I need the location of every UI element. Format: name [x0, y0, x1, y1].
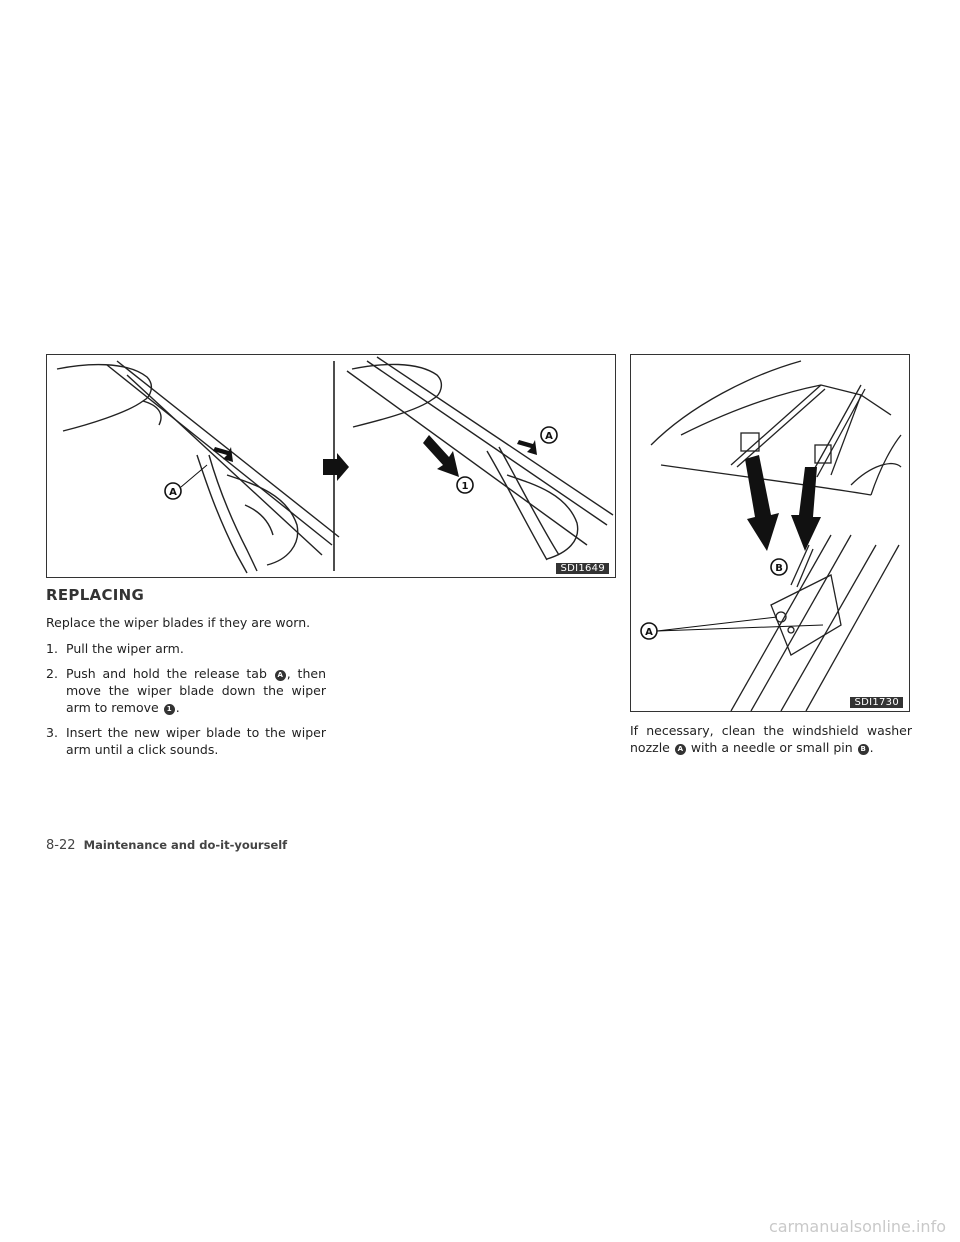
step-text: .: [175, 700, 180, 715]
svg-text:A: A: [169, 487, 177, 498]
step-number: 2.: [46, 666, 58, 681]
svg-text:1: 1: [461, 481, 469, 492]
step-number: 3.: [46, 725, 58, 740]
callout-a-inline: A: [675, 744, 686, 755]
intro-paragraph: Replace the wiper blades if they are worn.: [46, 615, 311, 630]
callout-1-inline: 1: [164, 704, 175, 715]
callout-a-left: [165, 465, 207, 499]
svg-text:B: B: [775, 563, 783, 574]
chapter-title: Maintenance and do-it-yourself: [83, 838, 288, 852]
section-heading: REPLACING: [46, 586, 145, 604]
figure-washer-nozzle: [630, 354, 910, 712]
step-text: , then move the wiper blade down the wiper arm to remove: [66, 666, 326, 715]
figure-wiper-replace: [46, 354, 616, 578]
washer-nozzle-illustration: [631, 355, 909, 711]
step-item: [46, 724, 326, 758]
callout-a-nozzle: [641, 623, 657, 639]
page-number: 8-22: [46, 838, 76, 853]
step-number: 1.: [46, 641, 58, 656]
svg-text:A: A: [645, 627, 653, 638]
page-footer: [46, 838, 287, 853]
note-text: with a needle or small pin: [690, 740, 853, 755]
nozzle-note: [630, 722, 912, 756]
callout-a-right: [541, 427, 557, 443]
figure-code: SDI1649: [556, 563, 609, 574]
note-text: .: [869, 740, 874, 755]
callout-1: [457, 477, 473, 493]
wiper-replace-illustration: [47, 355, 615, 577]
note-text: If necessary, clean the windshield washer nozzle: [630, 723, 912, 755]
callout-b: [771, 559, 787, 575]
watermark: carmanualsonline.info: [768, 1217, 946, 1236]
step-item: [46, 640, 326, 657]
step-text: Push and hold the release tab: [66, 666, 267, 681]
figure-code: SDI1730: [850, 697, 903, 708]
step-text: Pull the wiper arm.: [66, 641, 184, 656]
svg-text:A: A: [545, 431, 553, 442]
steps-list: [46, 640, 326, 766]
step-item: [46, 665, 326, 716]
step-text: Insert the new wiper blade to the wiper arm until a click sounds.: [66, 725, 326, 757]
callout-b-inline: B: [858, 744, 869, 755]
callout-a-inline: A: [275, 670, 286, 681]
